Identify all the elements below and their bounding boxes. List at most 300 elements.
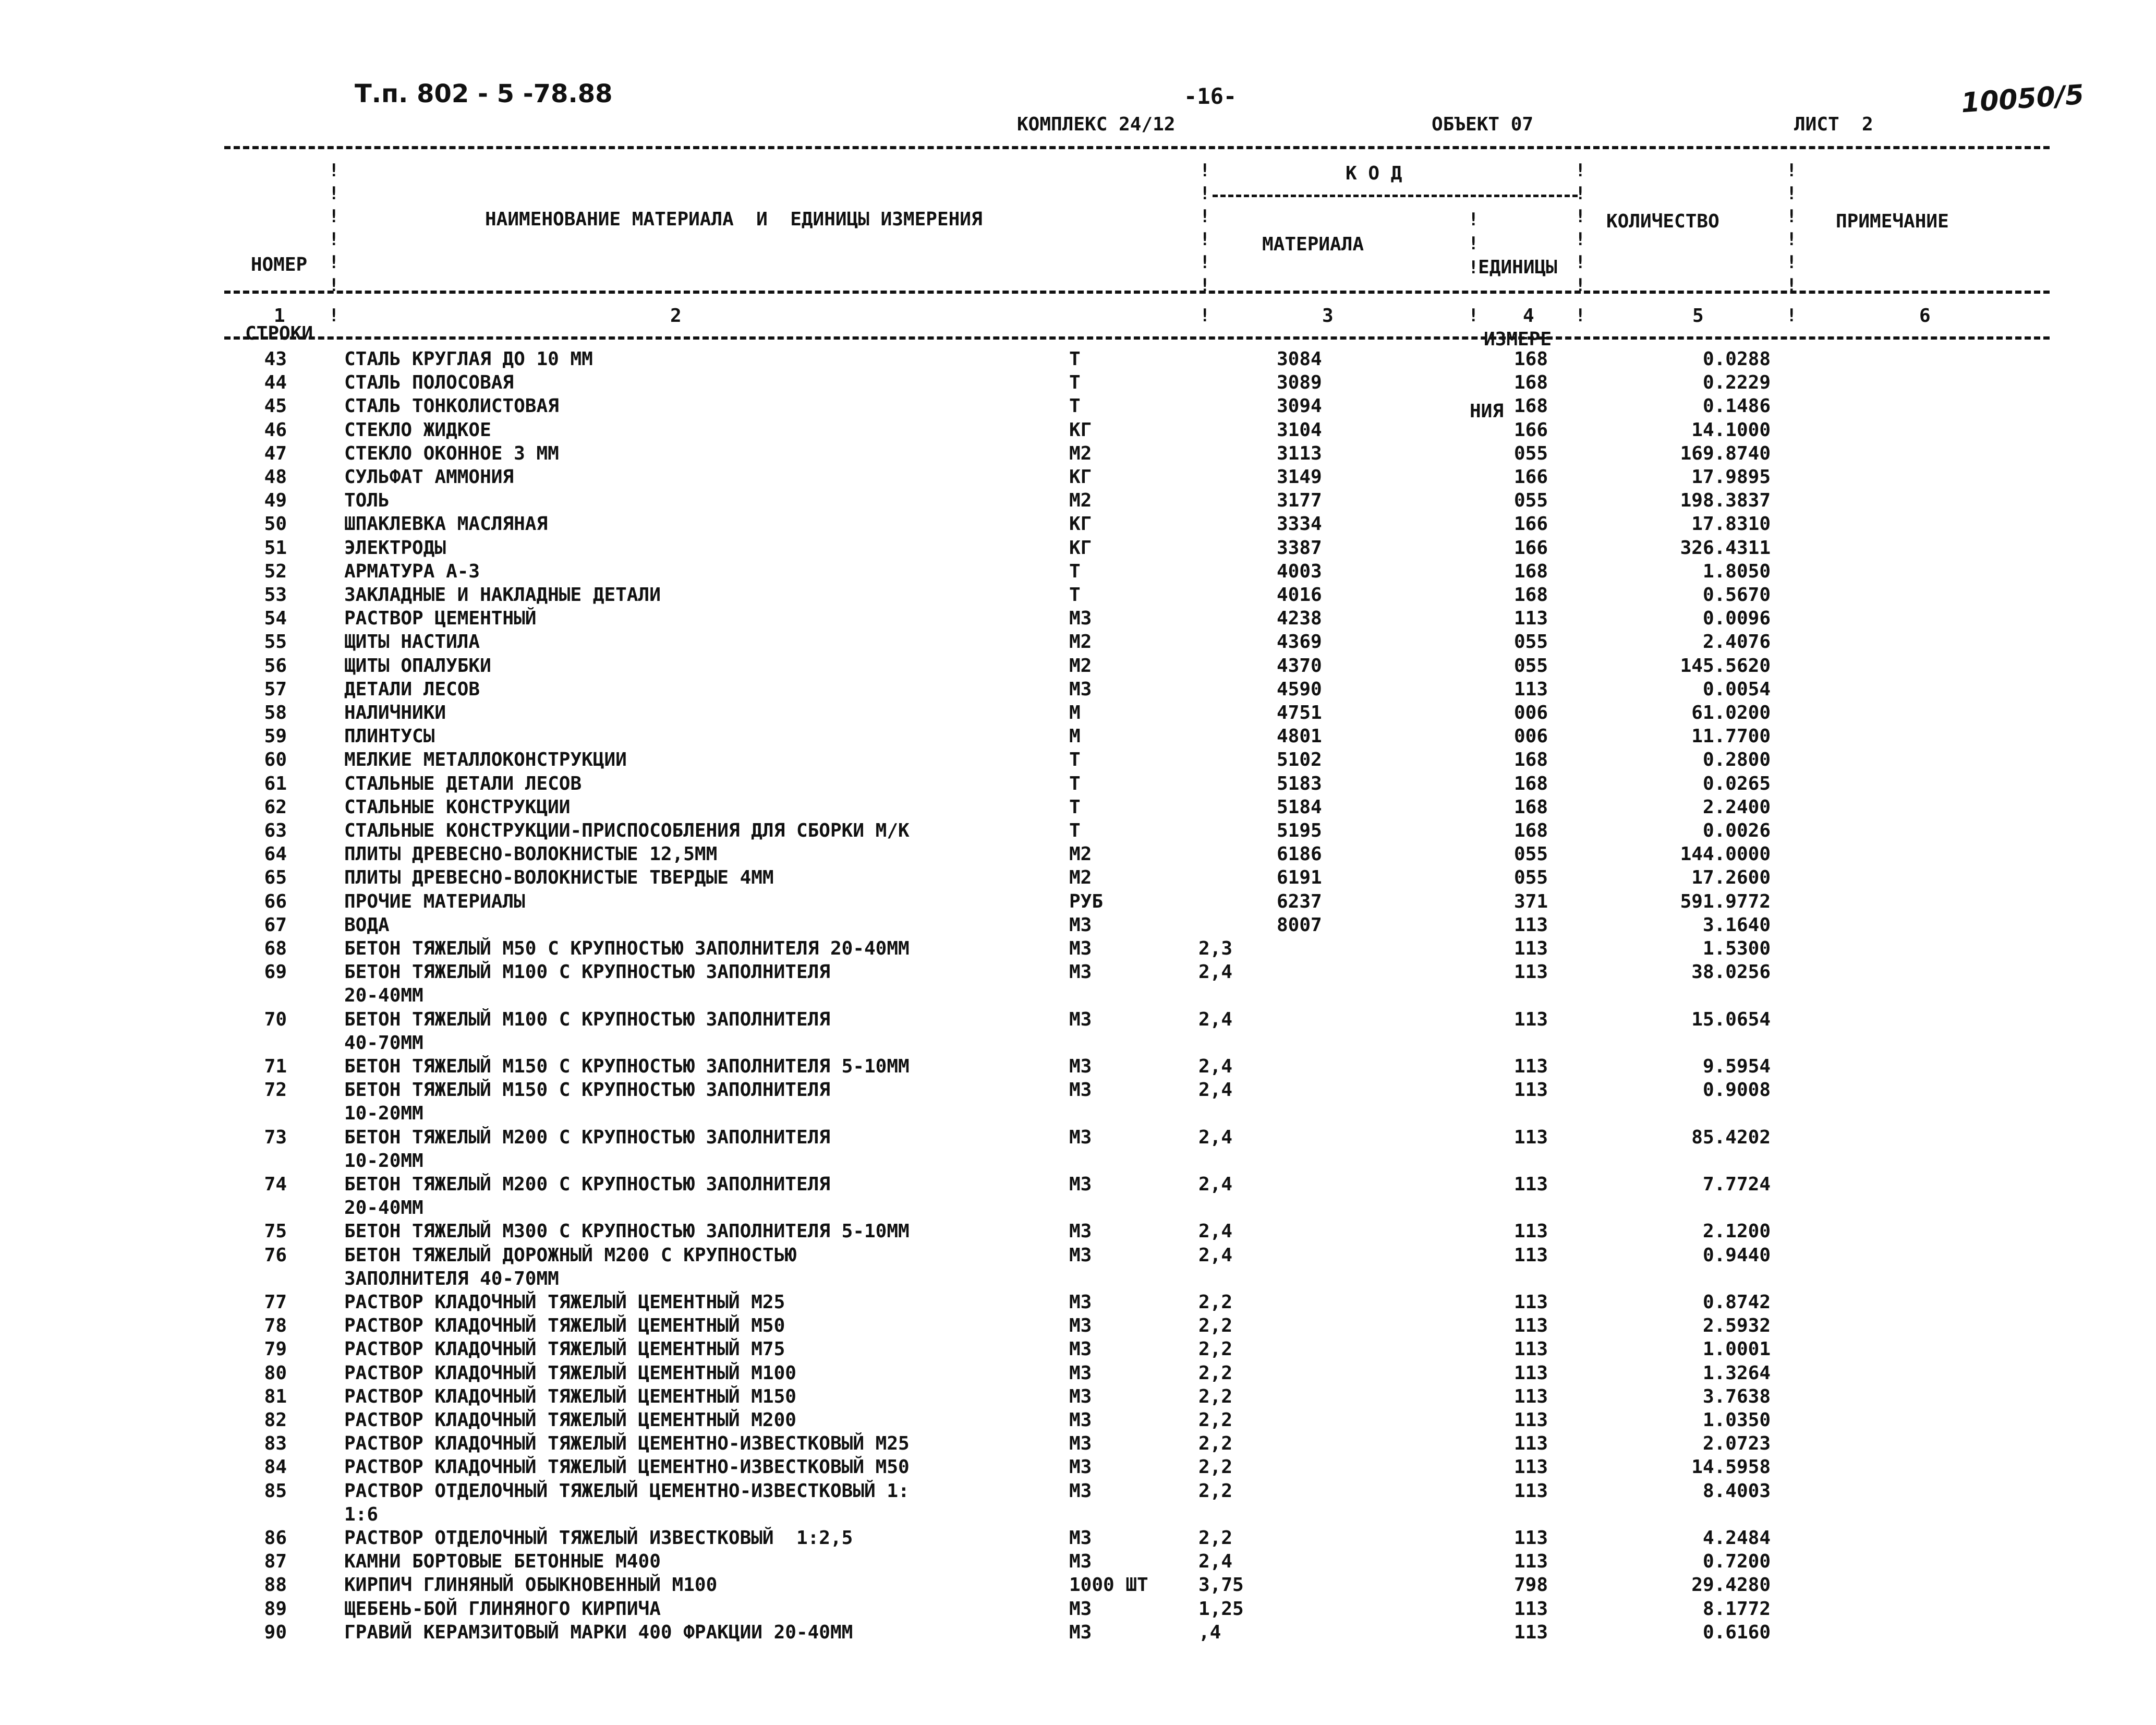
table-row	[0, 749, 2156, 773]
material-name: РАСТВОР КЛАДОЧНЫЙ ТЯЖЕЛЫЙ ЦЕМЕНТНЫЙ М100	[344, 1362, 796, 1384]
table-row	[0, 773, 2156, 797]
quantity: 17.2600	[1691, 867, 1771, 889]
material-name-header: НАИМЕНОВАНИЕ МАТЕРИАЛА И ЕДИНИЦЫ ИЗМЕРЕНИЯ	[485, 209, 983, 230]
unit-code: 168	[1514, 820, 1548, 841]
material-name: ГРАВИЙ КЕРАМЗИТОВЫЙ МАРКИ 400 ФРАКЦИИ 20-40ММ	[344, 1621, 853, 1643]
row-number: 60	[264, 749, 287, 771]
quantity: 1.3264	[1702, 1362, 1771, 1384]
unit-code: 113	[1514, 678, 1548, 700]
material-name: ЭЛЕКТРОДЫ	[344, 537, 446, 559]
coefficient: 2,2	[1198, 1527, 1233, 1549]
coefficient: 2,4	[1198, 1174, 1233, 1195]
quantity: 198.3837	[1680, 490, 1771, 512]
unit-code: 113	[1514, 1174, 1548, 1195]
material-code: 6237	[1277, 890, 1322, 912]
table-row	[0, 608, 2156, 631]
table-row	[0, 1622, 2156, 1645]
row-number: 64	[264, 843, 287, 865]
unit-of-measure: М3	[1069, 1056, 1092, 1077]
table-row	[0, 443, 2156, 466]
row-number: 62	[264, 796, 287, 818]
unit-code: 371	[1514, 890, 1548, 912]
quantity: 0.9008	[1702, 1079, 1771, 1101]
unit-of-measure: М3	[1069, 1126, 1092, 1148]
row-number: 83	[264, 1433, 287, 1455]
row-number: 71	[264, 1056, 287, 1077]
unit-code: 113	[1514, 1292, 1548, 1313]
material-name-continued: 10-20ММ	[344, 1150, 423, 1172]
unit-code: 113	[1514, 1598, 1548, 1620]
coefficient: 2,4	[1198, 1244, 1233, 1266]
coefficient: 2,4	[1198, 961, 1233, 983]
coefficient: 2,3	[1198, 938, 1233, 959]
coefficient: ,4	[1198, 1621, 1221, 1643]
table-row	[0, 1527, 2156, 1551]
unit-code: 168	[1514, 796, 1548, 818]
quantity: 2.5932	[1702, 1315, 1771, 1337]
material-code: 8007	[1277, 914, 1322, 936]
material-name: СТЕКЛО ОКОННОЕ 3 ММ	[344, 442, 559, 464]
unit-of-measure: М2	[1069, 631, 1092, 653]
coefficient: 2,2	[1198, 1385, 1233, 1407]
table-row	[0, 1574, 2156, 1598]
unit-of-measure: М3	[1069, 1174, 1092, 1195]
material-code: 3094	[1277, 395, 1322, 417]
material-code: 3113	[1277, 442, 1322, 464]
table-row	[0, 655, 2156, 679]
quantity-header: КОЛИЧЕСТВО	[1606, 211, 1719, 232]
unit-code: 798	[1514, 1574, 1548, 1596]
coefficient: 2,2	[1198, 1456, 1233, 1478]
material-name: БЕТОН ТЯЖЕЛЫЙ М300 С КРУПНОСТЬЮ ЗАПОЛНИТЕЛЯ 5-10ММ	[344, 1221, 910, 1243]
code-group-rule	[1213, 195, 1578, 197]
unit-of-measure: М3	[1069, 608, 1092, 630]
material-name-continued: 20-40ММ	[344, 1197, 423, 1219]
row-number: 67	[264, 914, 287, 936]
unit-code-header-line3: НИЯ	[1470, 401, 1504, 422]
unit-of-measure: М2	[1069, 490, 1092, 512]
row-number: 77	[264, 1292, 287, 1313]
row-number: 51	[264, 537, 287, 559]
row-number: 53	[264, 584, 287, 606]
material-code: 4003	[1277, 560, 1322, 582]
material-name: СТЕКЛО ЖИДКОЕ	[344, 419, 491, 441]
quantity: 0.5670	[1702, 584, 1771, 606]
column-number-5: 5	[1692, 305, 1704, 327]
row-number-header-line1: НОМЕР	[250, 254, 308, 275]
unit-code: 168	[1514, 773, 1548, 794]
coefficient: 2,4	[1198, 1551, 1233, 1573]
row-number: 56	[264, 655, 287, 677]
unit-code: 166	[1514, 466, 1548, 488]
unit-of-measure: М2	[1069, 655, 1092, 677]
row-number: 45	[264, 395, 287, 417]
row-number: 66	[264, 890, 287, 912]
material-code: 6191	[1277, 867, 1322, 889]
table-row	[0, 372, 2156, 395]
material-name: СТАЛЬ КРУГЛАЯ ДО 10 ММ	[344, 348, 593, 370]
material-code: 4801	[1277, 726, 1322, 747]
material-name: ЩЕБЕНЬ-БОЙ ГЛИНЯНОГО КИРПИЧА	[344, 1598, 661, 1620]
table-row	[0, 1221, 2156, 1244]
row-number: 69	[264, 961, 287, 983]
material-code: 5184	[1277, 796, 1322, 818]
material-name: РАСТВОР ОТДЕЛОЧНЫЙ ТЯЖЕЛЫЙ ИЗВЕСТКОВЫЙ 1:2,5	[344, 1527, 853, 1549]
material-code: 6186	[1277, 843, 1322, 865]
unit-code-header-line2: ИЗМЕРЕ	[1483, 329, 1552, 350]
coefficient: 2,4	[1198, 1056, 1233, 1077]
coefficient: 2,4	[1198, 1221, 1233, 1243]
row-number: 81	[264, 1385, 287, 1407]
table-row	[0, 867, 2156, 890]
unit-of-measure: М3	[1069, 1362, 1092, 1384]
material-name: РАСТВОР КЛАДОЧНЫЙ ТЯЖЕЛЫЙ ЦЕМЕНТНЫЙ М75	[344, 1338, 785, 1360]
quantity: 17.8310	[1691, 513, 1771, 535]
material-name: СТАЛЬНЫЕ КОНСТРУКЦИИ	[344, 796, 571, 818]
row-number: 88	[264, 1574, 287, 1596]
unit-code: 113	[1514, 1456, 1548, 1478]
material-name: БЕТОН ТЯЖЕЛЫЙ М200 С КРУПНОСТЬЮ ЗАПОЛНИТЕЛЯ	[344, 1126, 830, 1148]
quantity: 8.1772	[1702, 1598, 1771, 1620]
unit-of-measure: М3	[1069, 1385, 1092, 1407]
quantity: 169.8740	[1680, 442, 1771, 464]
table-row	[0, 1244, 2156, 1289]
material-code: 3177	[1277, 490, 1322, 512]
header-separator-3: ! ! !	[1468, 209, 1479, 278]
quantity: 326.4311	[1680, 537, 1771, 559]
table-row	[0, 797, 2156, 820]
material-code: 3089	[1277, 372, 1322, 394]
material-name: ПЛИТЫ ДРЕВЕСНО-ВОЛОКНИСТЫЕ ТВЕРДЫЕ 4ММ	[344, 867, 774, 889]
unit-of-measure: КГ	[1069, 537, 1092, 559]
material-name: ПРОЧИЕ МАТЕРИАЛЫ	[344, 890, 525, 912]
table-row	[0, 843, 2156, 867]
code-group-header: К О Д	[1346, 163, 1402, 184]
unit-code: 113	[1514, 1079, 1548, 1101]
quantity: 2.0723	[1702, 1433, 1771, 1455]
unit-of-measure: Т	[1069, 395, 1081, 417]
quantity: 2.4076	[1702, 631, 1771, 653]
unit-of-measure: КГ	[1069, 419, 1092, 441]
complex-label: КОМПЛЕКС 24/12	[1017, 114, 1176, 135]
table-row	[0, 1362, 2156, 1386]
unit-of-measure: М2	[1069, 867, 1092, 889]
quantity: 0.8742	[1702, 1292, 1771, 1313]
material-name: ВОДА	[344, 914, 390, 936]
unit-of-measure: Т	[1069, 372, 1081, 394]
column-number-1: 1	[274, 305, 285, 327]
unit-of-measure: Т	[1069, 584, 1081, 606]
quantity: 15.0654	[1691, 1008, 1771, 1030]
table-row	[0, 1598, 2156, 1622]
header-separator-5: ! ! ! ! ! !	[1786, 160, 1797, 296]
numbers-separator-2: !	[1200, 305, 1210, 326]
table-row	[0, 584, 2156, 608]
unit-code: 113	[1514, 1551, 1548, 1573]
material-name: КАМНИ БОРТОВЫЕ БЕТОННЫЕ М400	[344, 1551, 661, 1573]
header-top-rule	[224, 146, 2050, 149]
quantity: 0.2800	[1702, 749, 1771, 771]
table-row	[0, 348, 2156, 372]
unit-code: 055	[1514, 442, 1548, 464]
quantity: 1.5300	[1702, 938, 1771, 959]
unit-of-measure: М3	[1069, 1008, 1092, 1030]
quantity: 0.0096	[1702, 608, 1771, 630]
unit-of-measure: М3	[1069, 1598, 1092, 1620]
table-row	[0, 419, 2156, 443]
coefficient: 2,2	[1198, 1362, 1233, 1384]
material-code-header: МАТЕРИАЛА	[1262, 234, 1364, 255]
material-code: 4370	[1277, 655, 1322, 677]
material-name: БЕТОН ТЯЖЕЛЫЙ М150 С КРУПНОСТЬЮ ЗАПОЛНИТЕЛЯ 5-10ММ	[344, 1056, 910, 1077]
quantity: 61.0200	[1691, 702, 1771, 723]
table-row	[0, 561, 2156, 584]
quantity: 0.2229	[1702, 372, 1771, 394]
material-name: НАЛИЧНИКИ	[344, 702, 446, 723]
row-number: 55	[264, 631, 287, 653]
material-name: ДЕТАЛИ ЛЕСОВ	[344, 678, 480, 700]
unit-code: 113	[1514, 1362, 1548, 1384]
material-name: АРМАТУРА А-3	[344, 560, 480, 582]
table-row	[0, 1174, 2156, 1219]
document-reference: Т.п. 802 - 5 -78.88	[355, 79, 613, 108]
quantity: 3.1640	[1702, 914, 1771, 936]
unit-code: 113	[1514, 1480, 1548, 1502]
unit-of-measure: М3	[1069, 1244, 1092, 1266]
coefficient: 3,75	[1198, 1574, 1244, 1596]
unit-of-measure: Т	[1069, 820, 1081, 841]
material-name-continued: ЗАПОЛНИТЕЛЯ 40-70ММ	[344, 1268, 559, 1289]
unit-of-measure: РУБ	[1069, 890, 1104, 912]
table-row	[0, 1551, 2156, 1574]
row-number: 74	[264, 1174, 287, 1195]
row-number: 90	[264, 1621, 287, 1643]
row-number: 59	[264, 726, 287, 747]
quantity: 9.5954	[1702, 1056, 1771, 1077]
quantity: 8.4003	[1702, 1480, 1771, 1502]
quantity: 85.4202	[1691, 1126, 1771, 1148]
row-number: 80	[264, 1362, 287, 1384]
table-row	[0, 961, 2156, 1007]
table-row	[0, 466, 2156, 490]
row-number: 47	[264, 442, 287, 464]
quantity: 144.0000	[1680, 843, 1771, 865]
material-name: РАСТВОР ОТДЕЛОЧНЫЙ ТЯЖЕЛЫЙ ЦЕМЕНТНО-ИЗВЕСТКОВЫЙ 1:	[344, 1480, 910, 1502]
sheet-label: ЛИСТ 2	[1794, 114, 1873, 135]
quantity: 1.0350	[1702, 1409, 1771, 1431]
coefficient: 2,4	[1198, 1079, 1233, 1101]
unit-code: 006	[1514, 726, 1548, 747]
unit-code: 113	[1514, 1221, 1548, 1243]
table-row	[0, 1338, 2156, 1362]
unit-code: 113	[1514, 1433, 1548, 1455]
unit-of-measure: Т	[1069, 773, 1081, 794]
row-number: 84	[264, 1456, 287, 1478]
unit-of-measure: М3	[1069, 1338, 1092, 1360]
unit-code: 113	[1514, 914, 1548, 936]
unit-code: 166	[1514, 537, 1548, 559]
unit-of-measure: М3	[1069, 961, 1092, 983]
unit-code: 006	[1514, 702, 1548, 723]
quantity: 1.0001	[1702, 1338, 1771, 1360]
unit-code: 168	[1514, 749, 1548, 771]
unit-code: 113	[1514, 1385, 1548, 1407]
unit-code: 168	[1514, 560, 1548, 582]
unit-code: 168	[1514, 584, 1548, 606]
table-row	[0, 1386, 2156, 1409]
coefficient: 1,25	[1198, 1598, 1244, 1620]
table-row	[0, 490, 2156, 513]
material-code: 4369	[1277, 631, 1322, 653]
quantity: 11.7700	[1691, 726, 1771, 747]
column-number-3: 3	[1322, 305, 1334, 327]
unit-of-measure: М3	[1069, 1621, 1092, 1643]
coefficient: 2,2	[1198, 1409, 1233, 1431]
material-code: 3334	[1277, 513, 1322, 535]
material-name: РАСТВОР КЛАДОЧНЫЙ ТЯЖЕЛЫЙ ЦЕМЕНТНО-ИЗВЕСТКОВЫЙ М25	[344, 1433, 910, 1455]
column-numbers-rule	[224, 336, 2050, 340]
coefficient: 2,4	[1198, 1008, 1233, 1030]
material-name: РАСТВОР КЛАДОЧНЫЙ ТЯЖЕЛЫЙ ЦЕМЕНТНЫЙ М50	[344, 1315, 785, 1337]
unit-code: 113	[1514, 1409, 1548, 1431]
material-name: ШПАКЛЕВКА МАСЛЯНАЯ	[344, 513, 548, 535]
material-name: КИРПИЧ ГЛИНЯНЫЙ ОБЫКНОВЕННЫЙ М100	[344, 1574, 718, 1596]
unit-of-measure: КГ	[1069, 513, 1092, 535]
unit-code: 113	[1514, 1621, 1548, 1643]
table-row	[0, 1315, 2156, 1338]
unit-code: 113	[1514, 1338, 1548, 1360]
material-name: ЩИТЫ ОПАЛУБКИ	[344, 655, 491, 677]
material-name: РАСТВОР КЛАДОЧНЫЙ ТЯЖЕЛЫЙ ЦЕМЕНТНЫЙ М200	[344, 1409, 796, 1431]
unit-of-measure: М3	[1069, 1292, 1092, 1313]
unit-of-measure: Т	[1069, 749, 1081, 771]
quantity: 7.7724	[1702, 1174, 1771, 1195]
unit-code: 113	[1514, 1244, 1548, 1266]
unit-code: 055	[1514, 843, 1548, 865]
material-name: ТОЛЬ	[344, 490, 390, 512]
row-number: 75	[264, 1221, 287, 1243]
table-row	[0, 1126, 2156, 1172]
unit-of-measure: М3	[1069, 914, 1092, 936]
quantity: 591.9772	[1680, 890, 1771, 912]
coefficient: 2,2	[1198, 1315, 1233, 1337]
archive-stamp: 10050/5	[1960, 79, 2085, 119]
unit-code-header-line1: ЕДИНИЦЫ	[1478, 257, 1557, 278]
material-name: РАСТВОР КЛАДОЧНЫЙ ТЯЖЕЛЫЙ ЦЕМЕНТНЫЙ М150	[344, 1385, 796, 1407]
object-label: ОБЪЕКТ 07	[1432, 114, 1534, 135]
row-number: 46	[264, 419, 287, 441]
quantity: 38.0256	[1691, 961, 1771, 983]
unit-of-measure: М3	[1069, 1409, 1092, 1431]
unit-code: 168	[1514, 395, 1548, 417]
quantity: 1.8050	[1702, 560, 1771, 582]
table-row	[0, 1079, 2156, 1125]
unit-of-measure: М	[1069, 702, 1081, 723]
row-number: 76	[264, 1244, 287, 1266]
table-row	[0, 1056, 2156, 1079]
unit-code: 055	[1514, 867, 1548, 889]
unit-code: 113	[1514, 1527, 1548, 1549]
row-number: 52	[264, 560, 287, 582]
quantity: 4.2484	[1702, 1527, 1771, 1549]
material-name: СТАЛЬНЫЕ КОНСТРУКЦИИ-ПРИСПОСОБЛЕНИЯ ДЛЯ СБОРКИ М/К	[344, 820, 910, 841]
table-row	[0, 726, 2156, 749]
table-row	[0, 938, 2156, 961]
row-number: 82	[264, 1409, 287, 1431]
quantity: 2.2400	[1702, 796, 1771, 818]
material-name: РАСТВОР ЦЕМЕНТНЫЙ	[344, 608, 537, 630]
quantity: 0.0054	[1702, 678, 1771, 700]
material-code: 5195	[1277, 820, 1322, 841]
quantity: 0.7200	[1702, 1551, 1771, 1573]
page-number: -16-	[1184, 83, 1237, 109]
row-number: 68	[264, 938, 287, 959]
coefficient: 2,2	[1198, 1292, 1233, 1313]
row-number: 43	[264, 348, 287, 370]
column-number-2: 2	[670, 305, 682, 327]
header-separator-2: ! ! ! ! ! !	[1200, 160, 1210, 296]
table-row	[0, 1456, 2156, 1480]
material-name: ЗАКЛАДНЫЕ И НАКЛАДНЫЕ ДЕТАЛИ	[344, 584, 661, 606]
material-code: 4016	[1277, 584, 1322, 606]
unit-of-measure: М3	[1069, 1456, 1092, 1478]
coefficient: 2,2	[1198, 1338, 1233, 1360]
quantity: 0.9440	[1702, 1244, 1771, 1266]
quantity: 0.1486	[1702, 395, 1771, 417]
table-row	[0, 631, 2156, 655]
unit-of-measure: М3	[1069, 1433, 1092, 1455]
material-name: БЕТОН ТЯЖЕЛЫЙ М50 С КРУПНОСТЬЮ ЗАПОЛНИТЕЛЯ 20-40ММ	[344, 938, 910, 959]
material-code: 3104	[1277, 419, 1322, 441]
row-number: 44	[264, 372, 287, 394]
header-bottom-rule	[224, 291, 2050, 294]
material-name: БЕТОН ТЯЖЕЛЫЙ М150 С КРУПНОСТЬЮ ЗАПОЛНИТЕЛЯ	[344, 1079, 830, 1101]
unit-of-measure: М3	[1069, 1480, 1092, 1502]
unit-code: 168	[1514, 372, 1548, 394]
row-number: 65	[264, 867, 287, 889]
row-number: 78	[264, 1315, 287, 1337]
row-number: 73	[264, 1126, 287, 1148]
unit-code: 055	[1514, 631, 1548, 653]
unit-of-measure: М2	[1069, 442, 1092, 464]
unit-code: 168	[1514, 348, 1548, 370]
material-code: 5183	[1277, 773, 1322, 794]
material-code: 4238	[1277, 608, 1322, 630]
material-name: СУЛЬФАТ АММОНИЯ	[344, 466, 514, 488]
numbers-separator-4: !	[1575, 305, 1586, 326]
material-name-continued: 1:6	[344, 1503, 379, 1525]
unit-code: 055	[1514, 655, 1548, 677]
numbers-separator-3: !	[1468, 305, 1479, 326]
unit-of-measure: М3	[1069, 1315, 1092, 1337]
unit-code: 113	[1514, 1126, 1548, 1148]
quantity: 3.7638	[1702, 1385, 1771, 1407]
material-name: БЕТОН ТЯЖЕЛЫЙ М200 С КРУПНОСТЬЮ ЗАПОЛНИТЕЛЯ	[344, 1174, 830, 1195]
row-number: 54	[264, 608, 287, 630]
row-number: 85	[264, 1480, 287, 1502]
table-row	[0, 537, 2156, 561]
material-name: ПЛИТЫ ДРЕВЕСНО-ВОЛОКНИСТЫЕ 12,5ММ	[344, 843, 718, 865]
row-number: 58	[264, 702, 287, 723]
row-number: 48	[264, 466, 287, 488]
unit-code: 166	[1514, 513, 1548, 535]
header-separator-4: ! ! ! ! ! !	[1575, 160, 1586, 296]
material-name: СТАЛЬ ТОНКОЛИСТОВАЯ	[344, 395, 559, 417]
material-name: СТАЛЬНЫЕ ДЕТАЛИ ЛЕСОВ	[344, 773, 582, 794]
unit-code: 113	[1514, 1008, 1548, 1030]
material-name: БЕТОН ТЯЖЕЛЫЙ М100 С КРУПНОСТЬЮ ЗАПОЛНИТЕЛЯ	[344, 961, 830, 983]
unit-of-measure: М3	[1069, 678, 1092, 700]
